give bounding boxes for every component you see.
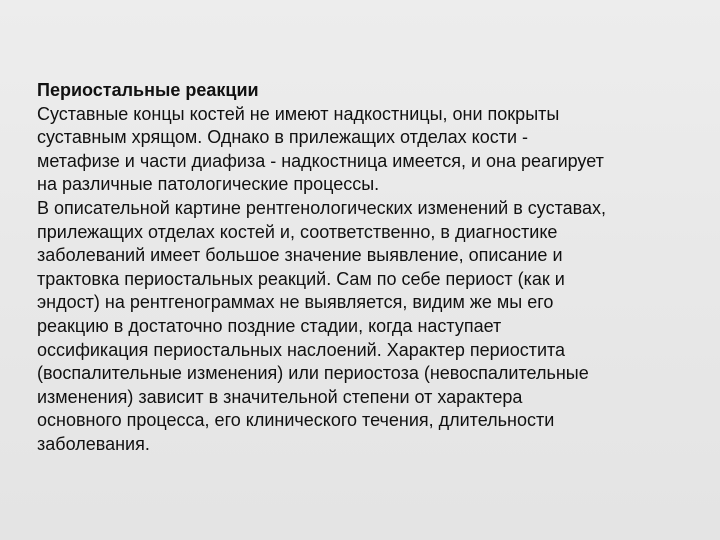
text-line: (воспалительные изменения) или периостоза (невоспалительные [37,363,589,384]
text-line: изменения) зависит в значительной степени от характера [37,386,523,407]
slide-title: Периостальные реакции [37,80,259,100]
text-line: заболевания. [37,433,150,454]
text-line: трактовка периостальных реакций. Сам по себе периост (как и [37,268,565,289]
text-line: оссификация периостальных наслоений. Характер периостита [37,339,566,360]
text-line: на различные патологические процессы. [37,174,380,195]
text-line: реакцию в достаточно поздние стадии, когда наступает [37,315,502,336]
text-line: метафизе и части диафиза - надкостница имеется, и она реагирует [37,150,604,171]
text-line: заболеваний имеет большое значение выявление, описание и [37,245,563,266]
text-line: основного процесса, его клинического течения, длительности [37,410,555,431]
text-line: прилежащих отделах костей и, соответственно, в диагностике [37,221,558,242]
text-line: Суставные концы костей не имеют надкостницы, они покрыты [37,103,560,124]
slide-text-block [37,79,697,457]
text-line: эндост) на рентгенограммах не выявляется, видим же мы его [37,292,554,313]
text-line: суставным хрящом. Однако в прилежащих отделах кости - [37,127,529,148]
text-line: В описательной картине рентгенологических изменений в суставах, [37,197,607,218]
